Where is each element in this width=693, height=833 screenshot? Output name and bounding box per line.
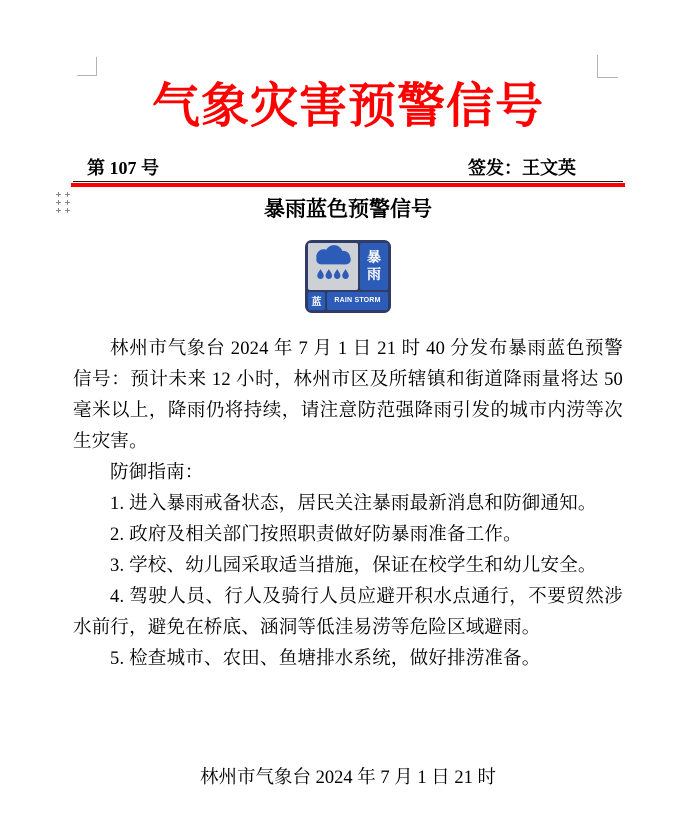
footer-issuer-date: 林州市气象台 2024 年 7 月 1 日 21 时 (199, 767, 496, 788)
icon-level-badge: 蓝 (308, 292, 325, 310)
paragraph-drag-handle[interactable] (56, 192, 70, 213)
guide-heading: 防御指南： (110, 462, 204, 483)
document-number: 第 107 号 (87, 157, 159, 178)
icon-label-cn-char2: 雨 (367, 266, 381, 283)
handle-dot-icon (65, 192, 70, 197)
icon-label-en: RAIN STORM (327, 292, 388, 310)
thin-divider-line (73, 181, 623, 182)
red-divider-line (71, 183, 625, 187)
document-title: 气象灾害预警信号 (151, 80, 544, 133)
icon-label-cn-char1: 暴 (367, 249, 381, 266)
document-content (73, 0, 623, 789)
handle-dot-icon (56, 208, 61, 213)
warning-subtitle: 暴雨蓝色预警信号 (264, 196, 432, 221)
warning-body-text: 林州市气象台 2024 年 7 月 1 日 21 时 40 分发布暴雨蓝色预警信号：预计未来 12 小时，林州市区及所辖镇和街道降雨量将达 50 毫米以上，降雨仍将持续，请注意防范强降雨引发的城市内涝等次生灾害。 (73, 338, 623, 452)
rain-cloud-icon (308, 243, 358, 290)
guide-item-2: 2. 政府及相关部门按照职责做好防暴雨准备工作。 (110, 524, 522, 545)
document-info-row (73, 158, 623, 178)
rainstorm-blue-warning-icon (305, 240, 391, 313)
guide-item-5: 5. 检查城市、农田、鱼塘排水系统，做好排涝准备。 (110, 648, 541, 669)
guide-item-1: 1. 进入暴雨戒备状态，居民关注暴雨最新消息和防御通知。 (110, 493, 597, 514)
document-signer: 签发：王文英 (468, 157, 576, 178)
handle-dot-icon (65, 200, 70, 205)
handle-dot-icon (56, 200, 61, 205)
icon-label-cn (360, 243, 388, 290)
handle-dot-icon (65, 208, 70, 213)
handle-dot-icon (56, 192, 61, 197)
guide-item-4: 4. 驾驶人员、行人及骑行人员应避开积水点通行，不要贸然涉水前行，避免在桥底、涵洞等低洼易涝等危险区域避雨。 (73, 586, 623, 638)
guide-item-3: 3. 学校、幼儿园采取适当措施，保证在校学生和幼儿安全。 (110, 555, 597, 576)
